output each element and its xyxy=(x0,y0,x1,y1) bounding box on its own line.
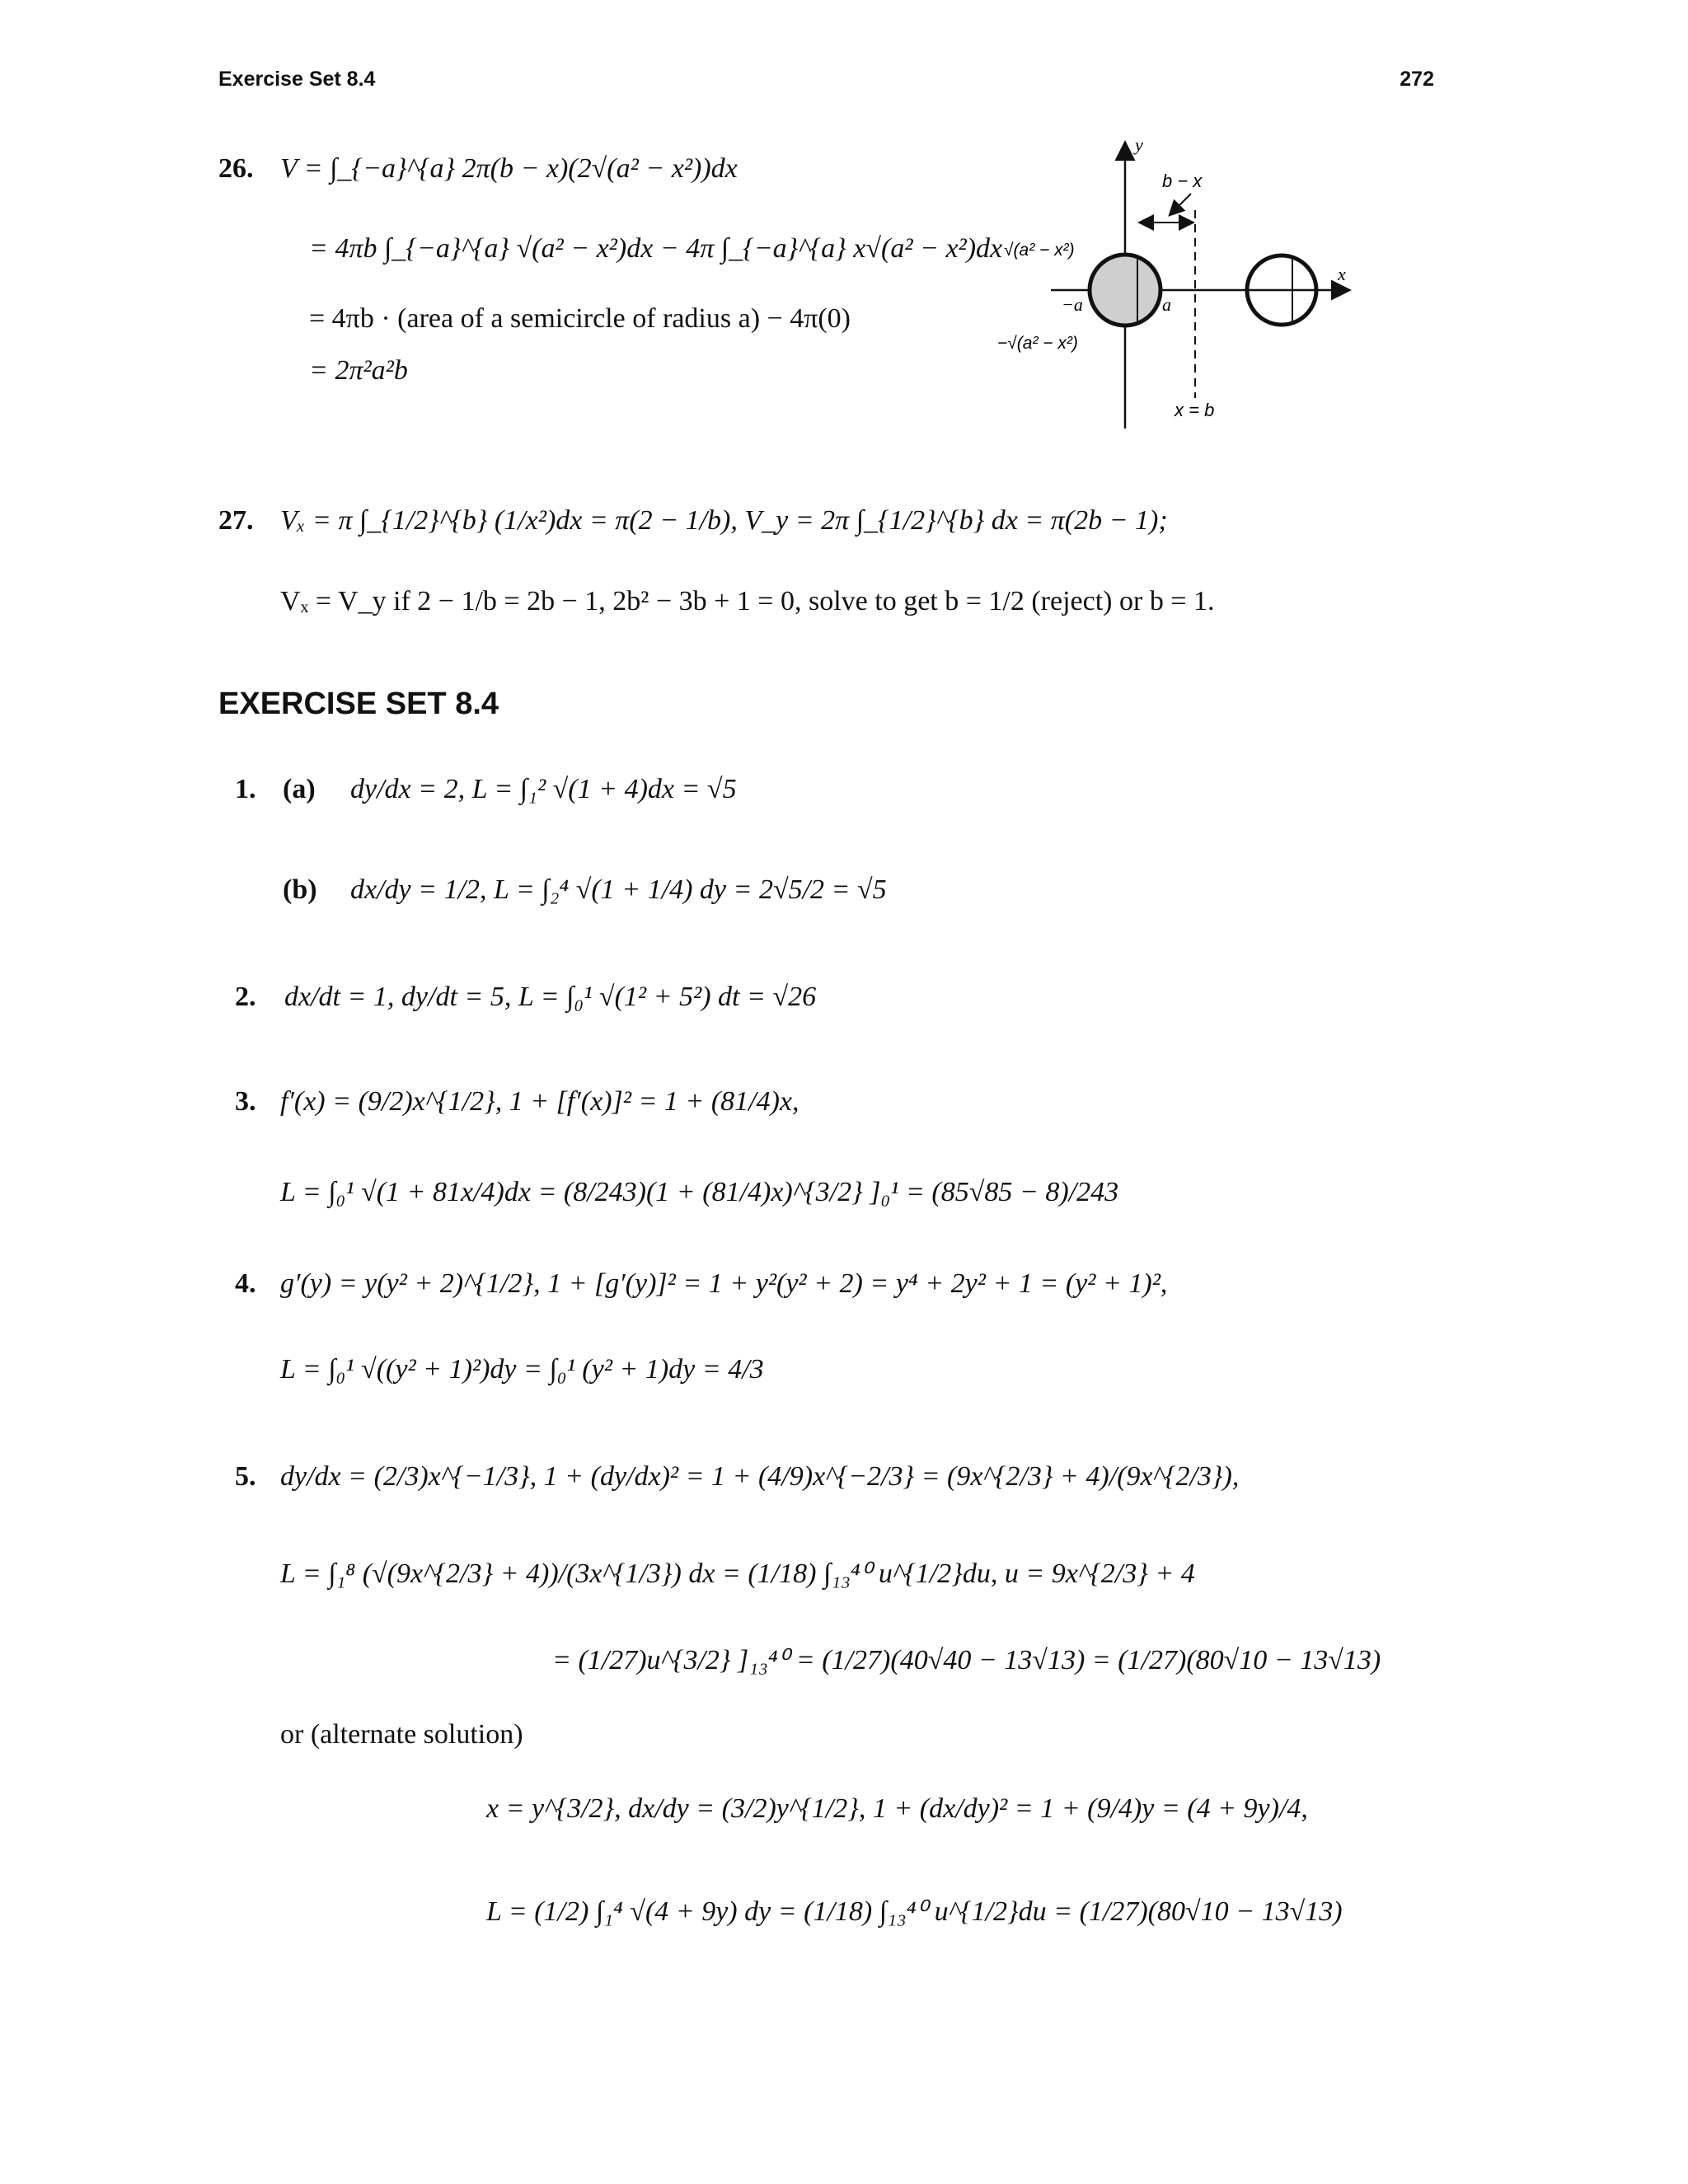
problem-1a-label: (a) xyxy=(283,774,316,804)
problem-1b-line: dx/dy = 1/2, L = ∫₂⁴ √(1 + 1/4) dy = 2√5/2 = √5 xyxy=(350,874,887,905)
problem-2-number: 2. xyxy=(235,982,256,1012)
torus-cross-section-figure xyxy=(997,136,1368,441)
pos-a-label: a xyxy=(1162,294,1171,315)
problem-5-line-3: = (1/27)u^{3/2} ]₁₃⁴⁰ = (1/27)(40√40 − 13√13) = (1/27)(80√10 − 13√13) xyxy=(552,1645,1381,1675)
problem-4-number: 4. xyxy=(235,1268,256,1299)
page-header xyxy=(218,68,1434,101)
x-eq-b-label: x = b xyxy=(1175,400,1215,420)
section-heading: EXERCISE SET 8.4 xyxy=(218,687,499,721)
problem-27-line-1: Vₓ = π ∫_{1/2}^{b} (1/x²)dx = π(2 − 1/b), V_y = 2π ∫_{1/2}^{b} dx = π(2b − 1); xyxy=(280,505,1168,536)
problem-1-number: 1. xyxy=(235,774,256,804)
problem-3-number: 3. xyxy=(235,1086,256,1117)
problem-1b-label: (b) xyxy=(283,874,317,905)
problem-5-number: 5. xyxy=(235,1461,256,1492)
problem-4-line-2: L = ∫₀¹ √((y² + 1)²)dy = ∫₀¹ (y² + 1)dy = 4/3 xyxy=(280,1354,764,1385)
x-label: x xyxy=(1338,264,1346,284)
problem-26-line-3: = 4πb · (area of a semicircle of radius a) − 4π(0) xyxy=(309,303,851,334)
problem-5-line-5: x = y^{3/2}, dx/dy = (3/2)y^{1/2}, 1 + (dx/dy)² = 1 + (9/4)y = (4 + 9y)/4, xyxy=(486,1793,1308,1824)
problem-5-line-2: L = ∫₁⁸ (√(9x^{2/3} + 4))/(3x^{1/3}) dx = (1/18) ∫₁₃⁴⁰ u^{1/2}du, u = 9x^{2/3} + 4 xyxy=(280,1558,1195,1589)
problem-5-alternate-note: or (alternate solution) xyxy=(280,1719,523,1750)
problem-26-line-2: = 4πb ∫_{−a}^{a} √(a² − x²)dx − 4π ∫_{−a}^{a} x√(a² − x²)dx xyxy=(309,233,1003,264)
problem-3-line-1: f′(x) = (9/2)x^{1/2}, 1 + [f′(x)]² = 1 + (81/4)x, xyxy=(280,1086,799,1117)
sqrt-top-label: √(a² − x²) xyxy=(1004,241,1075,260)
pointer-arrow xyxy=(1170,194,1191,214)
neg-a-label: −a xyxy=(1062,294,1083,315)
problem-26-line-1: V = ∫_{−a}^{a} 2π(b − x)(2√(a² − x²))dx xyxy=(280,153,738,184)
b-minus-x-label: b − x xyxy=(1162,171,1203,191)
problem-4-line-1: g′(y) = y(y² + 2)^{1/2}, 1 + [g′(y)]² = 1 + y²(y² + 2) = y⁴ + 2y² + 1 = (y² + 1)², xyxy=(280,1268,1168,1299)
shaded-disk xyxy=(1090,255,1160,326)
y-label: y xyxy=(1135,136,1143,155)
problem-26-number: 26. xyxy=(218,153,254,184)
problem-26-line-4: = 2π²a²b xyxy=(309,355,408,386)
problem-5-line-6: L = (1/2) ∫₁⁴ √(4 + 9y) dy = (1/18) ∫₁₃⁴⁰ u^{1/2}du = (1/27)(80√10 − 13√13) xyxy=(486,1896,1343,1927)
problem-1a-line: dy/dx = 2, L = ∫₁² √(1 + 4)dx = √5 xyxy=(350,774,737,804)
problem-2-line: dx/dt = 1, dy/dt = 5, L = ∫₀¹ √(1² + 5²) dt = √26 xyxy=(284,982,817,1012)
sqrt-bottom-label: −√(a² − x²) xyxy=(997,334,1078,353)
problem-3-line-2: L = ∫₀¹ √(1 + 81x/4)dx = (8/243)(1 + (81/4)x)^{3/2} ]₀¹ = (85√85 − 8)/243 xyxy=(280,1177,1119,1207)
running-title: Exercise Set 8.4 xyxy=(218,68,376,91)
problem-27-number: 27. xyxy=(218,505,254,536)
problem-5-line-1: dy/dx = (2/3)x^{−1/3}, 1 + (dy/dx)² = 1 + (4/9)x^{−2/3} = (9x^{2/3} + 4)/(9x^{2/3}), xyxy=(280,1461,1240,1492)
problem-27-line-2: Vₓ = V_y if 2 − 1/b = 2b − 1, 2b² − 3b + 1 = 0, solve to get b = 1/2 (reject) or b = 1. xyxy=(280,586,1215,616)
page-number: 272 xyxy=(1400,68,1434,91)
